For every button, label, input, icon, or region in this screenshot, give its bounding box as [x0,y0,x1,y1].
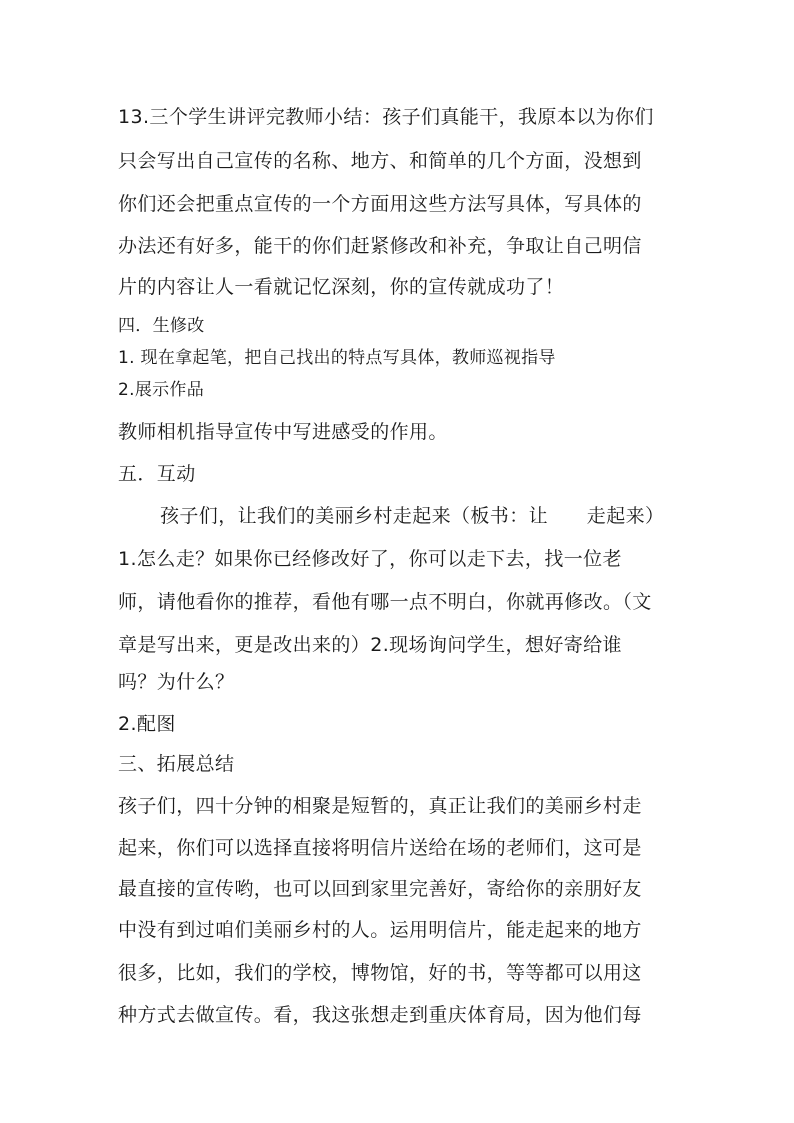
paragraph-teacher-summary-line-1: 13.三个学生讲评完教师小结：孩子们真能干，我原本以为你们 [118,106,654,128]
list-item-illustration: 2.配图 [118,713,176,735]
section-heading-summary: 三、拓展总结 [118,753,235,775]
paragraph-teacher-summary-line-5: 片的内容让人一看就记忆深刻，你的宣传就成功了！ [118,276,565,298]
paragraph-summary-line-6: 种方式去做宣传。看，我这张想走到重庆体育局，因为他们每 [118,1004,642,1026]
paragraph-summary-line-4: 中没有到过咱们美丽乡村的人。运用明信片，能走起来的地方 [118,919,642,941]
section-heading-revise: 四．生修改 [118,316,205,336]
paragraph-teacher-summary-line-4: 办法还有好多，能干的你们赶紧修改和补充，争取让自己明信 [118,235,642,257]
paragraph-interaction-intro: 孩子们，让我们的美丽乡村走起来（板书：让 走起来） [160,505,665,527]
paragraph-summary-line-2: 起来，你们可以选择直接将明信片送给在场的老师们，这可是 [118,837,642,859]
paragraph-summary-line-5: 很多，比如，我们的学校，博物馆，好的书，等等都可以用这 [118,962,642,984]
paragraph-summary-line-3: 最直接的宣传哟，也可以回到家里完善好，寄给你的亲朋好友 [118,878,642,900]
list-item-show-works: 2.展示作品 [118,380,205,400]
paragraph-interaction-line-2: 师，请他看你的推荐，看他有哪一点不明白，你就再修改。（文 [118,591,652,613]
section-heading-interaction: 五．互动 [118,463,196,485]
list-item-revise-step-1: 1. 现在拿起笔，把自己找出的特点写具体，教师巡视指导 [118,348,556,368]
paragraph-teacher-summary-line-3: 你们还会把重点宣传的一个方面用这些方法写具体，写具体的 [118,193,642,215]
paragraph-interaction-line-4: 吗？为什么？ [118,671,235,693]
paragraph-teacher-guidance: 教师相机指导宣传中写进感受的作用。 [118,421,448,443]
paragraph-summary-line-1: 孩子们，四十分钟的相聚是短暂的，真正让我们的美丽乡村走 [118,795,642,817]
paragraph-interaction-line-1: 1.怎么走？如果你已经修改好了，你可以走下去，找一位老 [118,548,622,570]
paragraph-interaction-line-3: 章是写出来，更是改出来的）2.现场询问学生，想好寄给谁 [118,634,622,656]
paragraph-teacher-summary-line-2: 只会写出自己宣传的名称、地方、和简单的几个方面，没想到 [118,150,642,172]
